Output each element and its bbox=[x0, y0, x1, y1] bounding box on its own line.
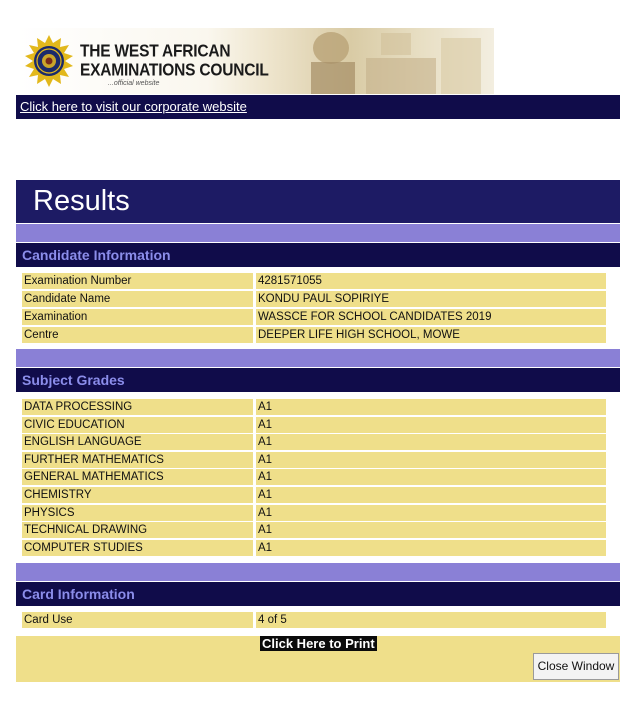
close-window-button[interactable]: Close Window bbox=[533, 653, 619, 680]
subject-name: CIVIC EDUCATION bbox=[22, 417, 253, 433]
divider-strip bbox=[16, 563, 620, 581]
candidate-label: Examination bbox=[22, 309, 253, 325]
grade-row bbox=[22, 522, 606, 538]
candidate-value: WASSCE FOR SCHOOL CANDIDATES 2019 bbox=[256, 309, 606, 325]
subject-name: PHYSICS bbox=[22, 505, 253, 521]
subject-grade: A1 bbox=[256, 399, 606, 415]
card-value: 4 of 5 bbox=[256, 612, 606, 628]
candidate-row bbox=[22, 327, 606, 343]
subject-grade: A1 bbox=[256, 487, 606, 503]
candidate-value: KONDU PAUL SOPIRIYE bbox=[256, 291, 606, 307]
org-name: THE WEST AFRICAN EXAMINATIONS COUNCIL bbox=[80, 42, 269, 81]
subject-grade: A1 bbox=[256, 540, 606, 556]
subject-grades-heading: Subject Grades bbox=[16, 368, 620, 392]
divider-strip bbox=[16, 349, 620, 367]
subject-grade: A1 bbox=[256, 522, 606, 538]
waec-header-banner bbox=[16, 28, 494, 94]
grade-row bbox=[22, 540, 606, 556]
grade-row bbox=[22, 399, 606, 415]
results-title-bar bbox=[16, 180, 620, 223]
grade-row bbox=[22, 469, 606, 485]
subject-grade: A1 bbox=[256, 452, 606, 468]
candidate-info-heading: Candidate Information bbox=[16, 243, 620, 267]
subject-name: COMPUTER STUDIES bbox=[22, 540, 253, 556]
header-photo-graphic bbox=[271, 28, 494, 94]
subject-grade: A1 bbox=[256, 434, 606, 450]
subject-name: CHEMISTRY bbox=[22, 487, 253, 503]
candidate-label: Candidate Name bbox=[22, 291, 253, 307]
candidate-label: Examination Number bbox=[22, 273, 253, 289]
card-label: Card Use bbox=[22, 612, 253, 628]
grade-row bbox=[22, 452, 606, 468]
subject-name: DATA PROCESSING bbox=[22, 399, 253, 415]
grade-row bbox=[22, 487, 606, 503]
corporate-website-link[interactable]: Click here to visit our corporate website bbox=[20, 99, 247, 114]
card-info-heading: Card Information bbox=[16, 582, 620, 606]
candidate-value: DEEPER LIFE HIGH SCHOOL, MOWE bbox=[256, 327, 606, 343]
grade-row bbox=[22, 505, 606, 521]
grade-row bbox=[22, 417, 606, 433]
subject-grade: A1 bbox=[256, 469, 606, 485]
candidate-value: 4281571055 bbox=[256, 273, 606, 289]
subject-name: GENERAL MATHEMATICS bbox=[22, 469, 253, 485]
grade-row bbox=[22, 434, 606, 450]
subject-name: ENGLISH LANGUAGE bbox=[22, 434, 253, 450]
corporate-link-bar bbox=[16, 95, 620, 119]
candidate-row bbox=[22, 291, 606, 307]
subject-name: FURTHER MATHEMATICS bbox=[22, 452, 253, 468]
candidate-row bbox=[22, 309, 606, 325]
candidate-row bbox=[22, 273, 606, 289]
org-tagline: ...official website bbox=[108, 80, 160, 87]
subject-grade: A1 bbox=[256, 417, 606, 433]
subject-grade: A1 bbox=[256, 505, 606, 521]
divider-strip bbox=[16, 224, 620, 242]
print-button[interactable]: Click Here to Print bbox=[262, 636, 375, 651]
page-title: Results bbox=[33, 185, 130, 217]
waec-seal-icon bbox=[22, 34, 76, 88]
subject-name: TECHNICAL DRAWING bbox=[22, 522, 253, 538]
card-row bbox=[22, 612, 606, 628]
candidate-label: Centre bbox=[22, 327, 253, 343]
